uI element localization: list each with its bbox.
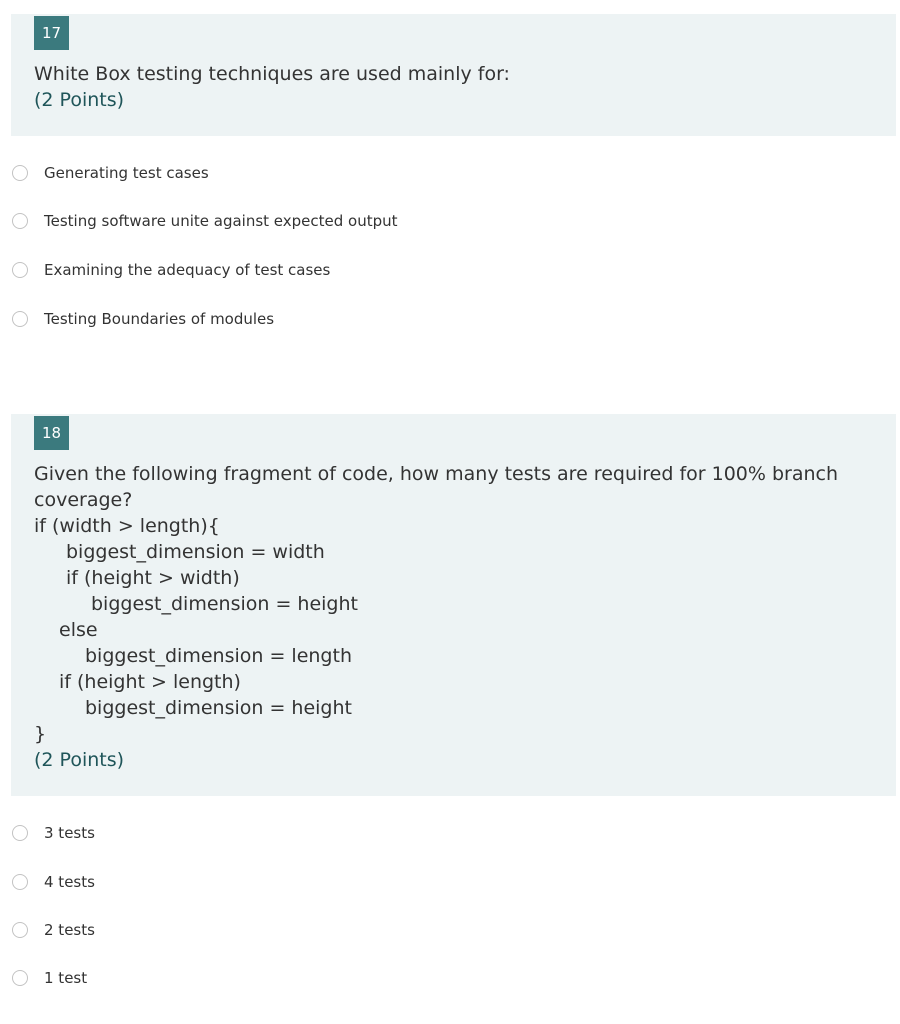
radio-button[interactable] xyxy=(12,311,28,327)
option-label: Testing software unite against expected output xyxy=(44,212,398,230)
option-testing-boundaries[interactable] xyxy=(12,306,274,332)
option-label: Testing Boundaries of modules xyxy=(44,310,275,328)
question-points: (2 Points) xyxy=(34,749,125,771)
option-1-test[interactable] xyxy=(12,965,87,991)
option-label: Generating test cases xyxy=(44,164,209,182)
option-examining-adequacy[interactable] xyxy=(12,257,330,283)
question-points: (2 Points) xyxy=(34,89,125,111)
radio-button[interactable] xyxy=(12,970,28,986)
code-line: if (height > length) xyxy=(59,671,241,693)
code-line: biggest_dimension = length xyxy=(85,645,352,667)
option-testing-software-unite[interactable] xyxy=(12,208,398,234)
option-3-tests[interactable] xyxy=(12,820,95,846)
option-4-tests[interactable] xyxy=(12,869,95,895)
question-number-badge: 18 xyxy=(34,416,69,450)
question-title: White Box testing techniques are used mainly for: xyxy=(34,63,510,85)
code-line: if (height > width) xyxy=(66,567,240,589)
option-label: 2 tests xyxy=(44,921,95,939)
option-generating-test-cases[interactable] xyxy=(12,160,209,186)
radio-button[interactable] xyxy=(12,262,28,278)
question-18-header xyxy=(11,414,896,796)
code-line: biggest_dimension = width xyxy=(66,541,325,563)
option-label: 1 test xyxy=(44,969,88,987)
question-title-line-2: coverage? xyxy=(34,489,133,511)
radio-button[interactable] xyxy=(12,922,28,938)
radio-button[interactable] xyxy=(12,213,28,229)
code-line: else xyxy=(59,619,98,641)
code-line: biggest_dimension = height xyxy=(91,593,358,615)
code-line: } xyxy=(34,723,47,745)
radio-button[interactable] xyxy=(12,165,28,181)
question-title-line-1: Given the following fragment of code, how many tests are required for 100% branch xyxy=(34,463,839,485)
radio-button[interactable] xyxy=(12,825,28,841)
option-2-tests[interactable] xyxy=(12,917,95,943)
option-label: 3 tests xyxy=(44,824,95,842)
code-line: if (width > length){ xyxy=(34,515,220,537)
question-number-badge: 17 xyxy=(34,16,69,50)
radio-button[interactable] xyxy=(12,874,28,890)
question-17-header xyxy=(11,14,896,136)
option-label: 4 tests xyxy=(44,873,95,891)
option-label: Examining the adequacy of test cases xyxy=(44,261,331,279)
code-line: biggest_dimension = height xyxy=(85,697,352,719)
